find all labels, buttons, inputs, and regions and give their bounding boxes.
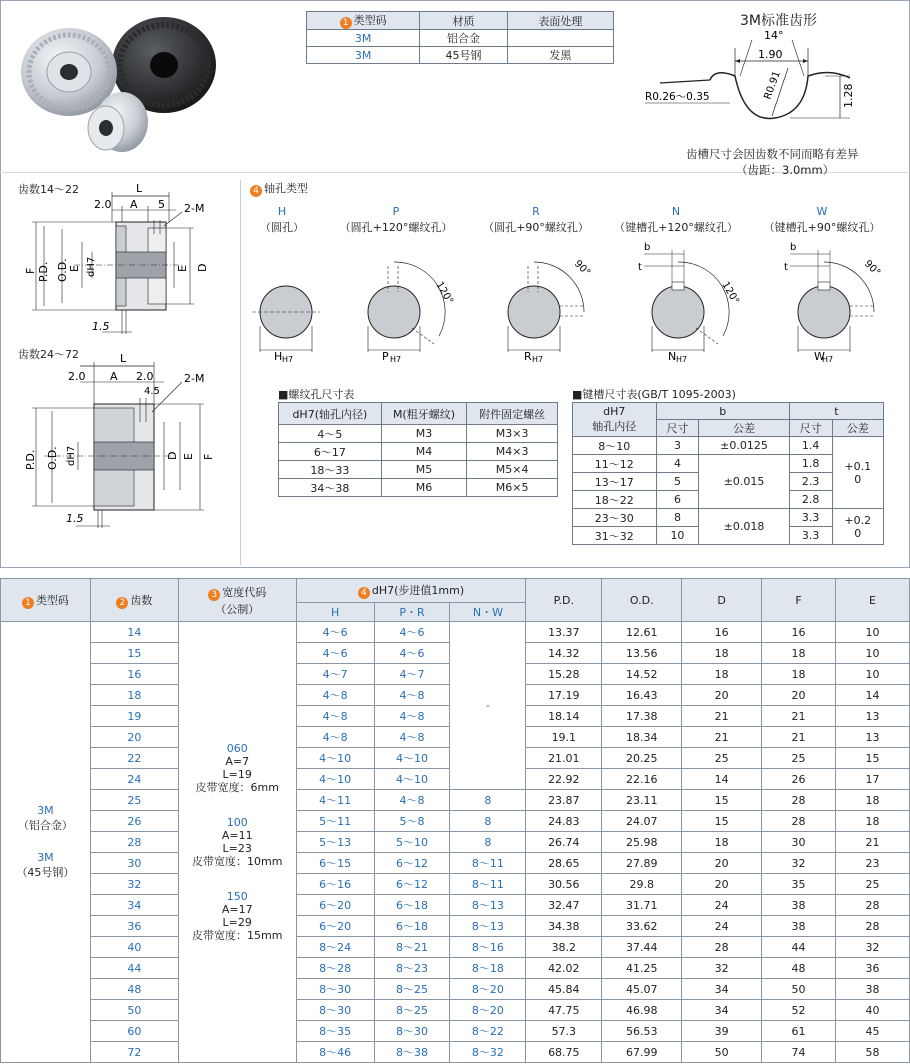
- table-row: 25 4～11 4～8 8 23.87 23.11 15 28 18: [1, 790, 910, 811]
- table-row: 72 8～46 8～38 8～32 68.75 67.99 50 74 58: [1, 1042, 910, 1063]
- svg-text:4.5: 4.5: [144, 386, 160, 397]
- table-row: 8～10 3 ±0.0125 1.4 +0.1 0: [573, 437, 884, 455]
- svg-text:H7: H7: [390, 355, 402, 364]
- table-row: 23～30 8 ±0.018 3.3 +0.2 0: [573, 509, 884, 527]
- screw-hole-table: dH7(轴孔内径) M(粗牙螺纹) 附件固定螺丝 4～5 M3 M3×3 6～17 M4 M4×3 18～33 M5 M5×4 34～38 M6 M6×5: [278, 402, 558, 497]
- tooth-note: 齿槽尺寸会因齿数不同而略有差异: [686, 147, 859, 161]
- table-row: 18 4～8 4～8 17.19 16.43 20 20 14: [1, 685, 910, 706]
- svg-text:H: H: [274, 350, 283, 363]
- table-row: 16 4～7 4～7 15.28 14.52 18 18 10: [1, 664, 910, 685]
- svg-text:W: W: [814, 350, 825, 363]
- table-row: 4～5 M3 M3×3: [279, 425, 558, 443]
- table-row: 6～17 M4 M4×3: [279, 443, 558, 461]
- table-row: 15 4～6 4～6 14.32 13.56 18 18 10: [1, 643, 910, 664]
- svg-text:dH7: dH7: [86, 256, 97, 277]
- header-surface: 表面处理: [507, 12, 613, 30]
- fillet-label: R0.26～0.35: [645, 91, 710, 103]
- bore-type-h: H （圆孔）: [260, 205, 304, 234]
- svg-text:H7: H7: [282, 355, 294, 364]
- bore-type-w: W （键槽孔+90°螺纹孔）: [763, 205, 881, 234]
- svg-text:120°: 120°: [433, 280, 455, 307]
- svg-text:b: b: [790, 242, 797, 253]
- svg-text:N: N: [668, 350, 677, 363]
- table-row: 3M （铝合金） 3M （45号钢） 14 060 A=7 L=19 皮带宽度：6mm 100 A=11 L=23 皮带宽度：10mm 150 A=17 L=29 皮带宽度：15mm 4～6 4～6 - 13.37 12.61 16 16 10: [1, 622, 910, 643]
- table-row: 18～33 M5 M5×4: [279, 461, 558, 479]
- type-cell: 3M （铝合金） 3M （45号钢）: [1, 622, 91, 1063]
- svg-text:E: E: [176, 265, 189, 272]
- bore-type-n: N （键槽孔+120°螺纹孔）: [614, 205, 738, 234]
- table-row: 11～12 4 ±0.015 1.8: [573, 455, 884, 473]
- keyway-table: dH7 轴孔内径 b t 尺寸 公差 尺寸 公差 8～10 3 ±0.0125 1.4 +0.1 0 11～12 4 ±0.015 1.8 13～17 5 2.3 18～22 6 2.8 23～30 8 ±0.018 3.3 +0.2 0 31～32 10 3.3: [572, 402, 884, 545]
- svg-text:t: t: [638, 262, 642, 273]
- svg-text:b: b: [644, 242, 651, 253]
- svg-text:D: D: [166, 451, 179, 460]
- table-row: 22 4～10 4～10 21.01 20.25 25 25 15: [1, 748, 910, 769]
- svg-text:D: D: [196, 263, 209, 272]
- svg-text:90°: 90°: [861, 258, 883, 279]
- svg-text:2-M: 2-M: [184, 372, 205, 385]
- svg-text:1.5: 1.5: [66, 512, 84, 525]
- drawing2-title: 齿数24～72: [18, 348, 79, 361]
- svg-text:P.D.: P.D.: [24, 449, 37, 470]
- header-type: 1 类型码: [1, 579, 91, 622]
- svg-text:2-M: 2-M: [184, 202, 205, 215]
- table-row: 3M 铝合金: [307, 30, 614, 47]
- tooth-pitch-note: （齿距：3.0mm）: [736, 163, 835, 177]
- table-row: 24 4～10 4～10 22.92 22.16 14 26 17: [1, 769, 910, 790]
- svg-text:E: E: [182, 453, 195, 460]
- table-row: 13～17 5 2.3: [573, 473, 884, 491]
- drawing1-title: 齿数14～22: [18, 183, 79, 196]
- table-row: 44 8～28 8～23 8～18 42.02 41.25 32 48 36: [1, 958, 910, 979]
- table-row: 34～38 M6 M6×5: [279, 479, 558, 497]
- pulley-drawing-small: [14, 182, 239, 342]
- table-row: 18～22 6 2.8: [573, 491, 884, 509]
- svg-text:1.5: 1.5: [92, 320, 110, 333]
- table-row: 60 8～35 8～30 8～22 57.3 56.53 39 61 45: [1, 1021, 910, 1042]
- table-row: 34 6～20 6～18 8～13 32.47 31.71 24 38 28: [1, 895, 910, 916]
- svg-text:O.D.: O.D.: [56, 258, 69, 282]
- bore-types-title: 4 轴孔类型: [250, 180, 308, 197]
- table-row: 40 8～24 8～21 8～16 38.2 37.44 28 44 32: [1, 937, 910, 958]
- table-row: 3M 45号钢 发黑: [307, 47, 614, 64]
- table-row: 28 5～13 5～10 8 26.74 25.98 18 30 21: [1, 832, 910, 853]
- table-row: 31～32 10 3.3: [573, 527, 884, 545]
- bore-type-drawings: [244, 236, 904, 376]
- pulley-drawing-large: [14, 352, 239, 532]
- svg-text:t: t: [784, 262, 788, 273]
- svg-text:P: P: [382, 350, 389, 363]
- tooth-profile-title: 3M标准齿形: [740, 13, 817, 29]
- number-badge: 1: [340, 17, 352, 29]
- table-row: 19 4～8 4～8 18.14 17.38 21 21 13: [1, 706, 910, 727]
- header-material: 材质: [420, 12, 507, 30]
- svg-text:P.D.: P.D.: [37, 261, 50, 282]
- width-code-cell: 060 A=7 L=19 皮带宽度：6mm 100 A=11 L=23 皮带宽度：10mm 150 A=17 L=29 皮带宽度：15mm: [178, 622, 296, 1063]
- table-row: 26 5～11 5～8 8 24.83 24.07 15 28 18: [1, 811, 910, 832]
- radius-label: R0.91: [762, 69, 783, 102]
- table-row: 30 6～15 6～12 8～11 28.65 27.89 20 32 23: [1, 853, 910, 874]
- screw-table-title: ■螺纹孔尺寸表: [278, 388, 355, 401]
- key-table-title: ■键槽尺寸表(GB/T 1095-2003): [572, 388, 736, 401]
- svg-text:2.0: 2.0: [68, 370, 86, 383]
- svg-text:H7: H7: [532, 355, 544, 364]
- pitch-width-label: 1.90: [758, 48, 783, 61]
- svg-text:5: 5: [158, 198, 165, 211]
- material-table: [306, 11, 614, 64]
- svg-text:dH7: dH7: [66, 445, 77, 466]
- table-row: 50 8～30 8～25 8～20 47.75 46.98 34 52 40: [1, 1000, 910, 1021]
- svg-text:2.0: 2.0: [94, 198, 112, 211]
- spec-table: 1 类型码 2 齿数 3 宽度代码 （公制） 4 dH7(步进值1mm) P.D. O.D. D F E H P・R N・W 3M （铝合金） 3M （45号钢） 14 060 A=7 L=19 皮带宽度：6mm 100 A=11 L=23 皮带宽度：10mm 150 A=17 L=29 皮带宽度：15mm 4～6 4～6 - 13.37 12.61 16 16 10 15 4～6 4～6 14.32 13.56 18 18 10 16 4～7 4～7 15.28 14.52 18 18 10 18 4～8 4～8 17.19 16.43 20 20 14 19 4～8 4～8 18.14 17.38 21 21 13 20 4～8 4～8 19.1 18.34 21 21 13 22 4～10 4～10 21.01 20.25 25 25 15 24 4～10 4～10 22.92 22.16 14 26 17 25 4～11 4～8 8 23.87 23.11 15 28 18 26 5～11 5～8 8 24.83 24.07 15 28 18 28 5～13 5～10 8 26.74 25.98 18 30 21 30 6～15 6～12 8～11 28.65 27.89 20 32 23 32 6～16 6～12 8～11 30.56 29.8 20 35 25 34 6～20 6～18 8～13 32.47 31.71 24 38 28 36 6～20 6～18 8～13 34.38 33.62 24 38 28 40 8～24 8～21 8～16 38.2 37.44 28 44 32 44 8～28 8～23 8～18 42.02 41.25 32 48 36 48 8～30 8～25 8～20 45.84 45.07 34 50 38 50 8～30 8～25 8～20 47.75 46.98 34 52 40 60 8～35 8～30 8～22 57.3 56.53 39 61 45 72 8～46 8～38 8～32 68.75 67.99 50 74 58: [0, 578, 910, 1063]
- table-row: 20 4～8 4～8 19.1 18.34 21 21 13: [1, 727, 910, 748]
- table-row: 36 6～20 6～18 8～13 34.38 33.62 24 38 28: [1, 916, 910, 937]
- header-bore: 4 dH7(步进值1mm): [296, 579, 526, 603]
- svg-text:A: A: [130, 198, 138, 211]
- angle-label: 14°: [764, 29, 784, 42]
- svg-text:A: A: [110, 370, 118, 383]
- svg-text:E: E: [68, 265, 81, 272]
- pulley-photo: [14, 10, 244, 160]
- svg-text:L: L: [136, 182, 143, 195]
- svg-text:F: F: [202, 453, 215, 460]
- svg-text:O.D.: O.D.: [46, 446, 59, 470]
- svg-text:R: R: [524, 350, 532, 363]
- depth-label: 1.28: [842, 83, 855, 108]
- svg-text:H7: H7: [822, 355, 834, 364]
- svg-text:120°: 120°: [719, 280, 741, 307]
- header-width: 3 宽度代码 （公制）: [178, 579, 296, 622]
- table-row: 48 8～30 8～25 8～20 45.84 45.07 34 50 38: [1, 979, 910, 1000]
- number-badge: 4: [250, 185, 262, 197]
- divider: [240, 180, 241, 565]
- bore-type-p: P （圆孔+120°螺纹孔）: [339, 205, 453, 234]
- svg-text:H7: H7: [676, 355, 688, 364]
- tooth-profile-drawing: [640, 28, 870, 138]
- bore-type-r: R （圆孔+90°螺纹孔）: [483, 205, 589, 234]
- svg-text:L: L: [120, 352, 127, 365]
- header-teeth: 2 齿数: [90, 579, 178, 622]
- table-row: 32 6～16 6～12 8～11 30.56 29.8 20 35 25: [1, 874, 910, 895]
- header-type-code: 1 类型码: [307, 12, 420, 30]
- svg-text:F: F: [24, 267, 37, 274]
- svg-text:2.0: 2.0: [136, 370, 154, 383]
- svg-text:90°: 90°: [571, 258, 593, 279]
